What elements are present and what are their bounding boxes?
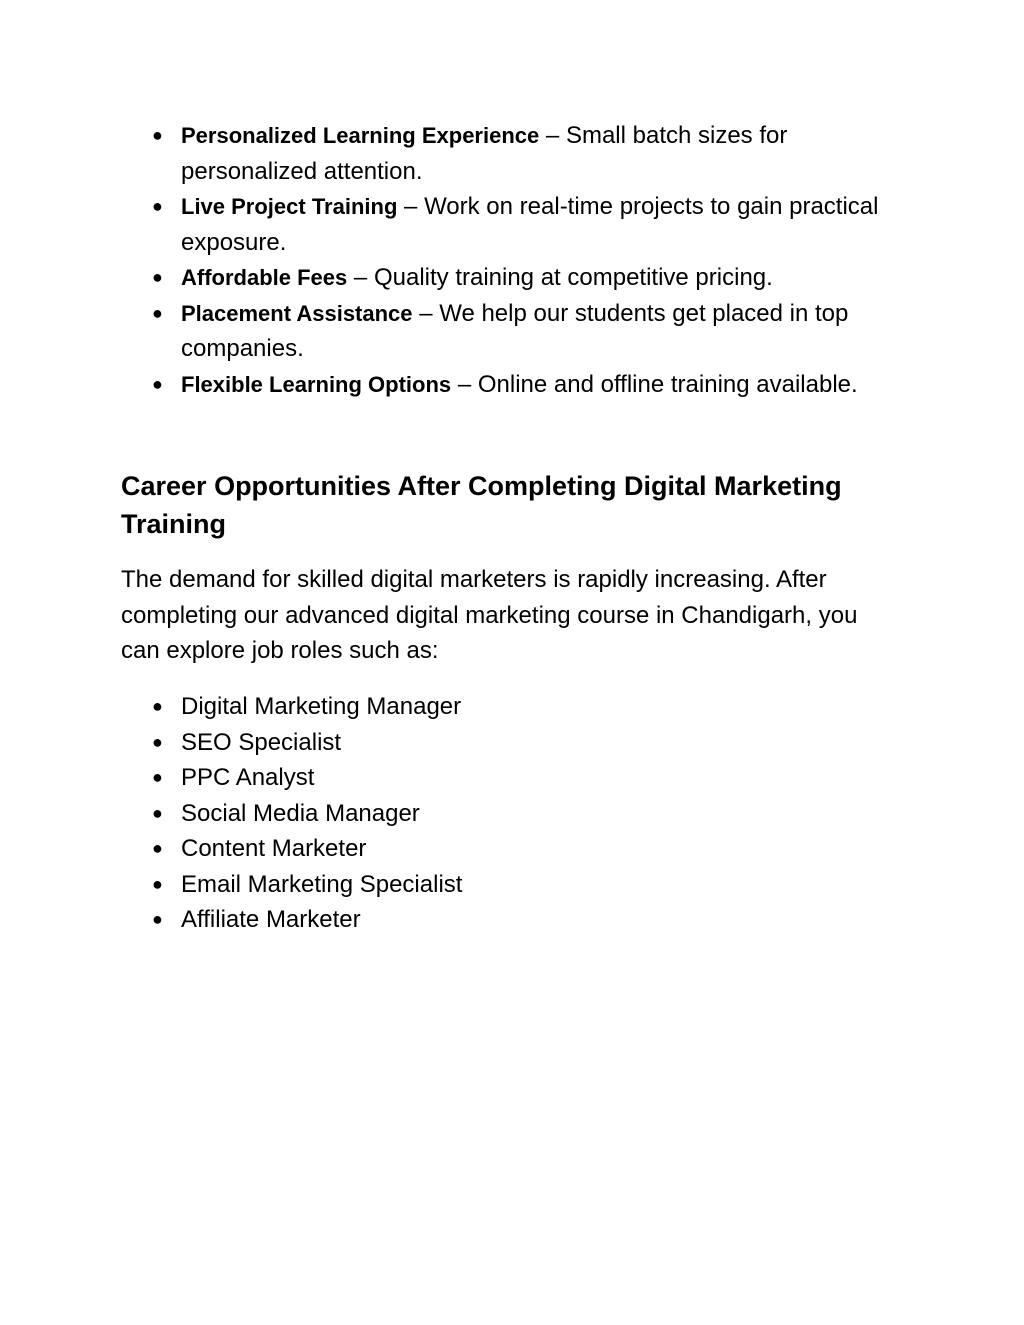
list-item xyxy=(0,725,891,761)
section-heading: Career Opportunities After Completing Digital Marketing Training xyxy=(121,471,842,539)
bullet-icon: ● xyxy=(152,267,163,287)
bullet-icon: ● xyxy=(152,838,163,858)
feature-separator: – xyxy=(451,370,478,398)
list-item xyxy=(0,260,891,296)
bullet-icon: ● xyxy=(152,873,163,894)
feature-separator: – xyxy=(397,193,425,220)
list-item xyxy=(0,796,891,832)
feature-description: Small batch sizes for personalized attention. xyxy=(181,122,788,185)
intro-paragraph: The demand for skilled digital marketers is rapidly increasing. After completing our advanced digital marketing course in Chandigarh, you can explore job roles such as: xyxy=(121,566,858,664)
list-item xyxy=(0,867,891,903)
list-item xyxy=(0,760,891,796)
role-label: PPC Analyst xyxy=(181,764,315,791)
bullet-icon: ● xyxy=(152,802,163,823)
feature-description: We help our students get placed in top companies. xyxy=(181,299,849,362)
role-label: Content Marketer xyxy=(181,835,367,862)
job-roles-list xyxy=(0,689,891,938)
feature-separator: – xyxy=(539,122,566,149)
feature-title: Live Project Training xyxy=(181,194,398,219)
feature-separator: – xyxy=(412,299,440,327)
bullet-icon: ● xyxy=(152,696,163,716)
feature-description: Online and offline training available. xyxy=(477,370,858,398)
feature-description: Quality training at competitive pricing. xyxy=(373,264,773,291)
list-item xyxy=(0,902,891,938)
feature-separator: – xyxy=(347,264,374,291)
role-label: Digital Marketing Manager xyxy=(181,693,462,720)
list-item xyxy=(0,118,891,189)
list-item xyxy=(0,296,891,367)
bullet-icon: ● xyxy=(152,373,163,394)
list-item xyxy=(0,689,891,725)
role-label: Social Media Manager xyxy=(181,799,420,827)
features-list xyxy=(0,118,891,402)
feature-title: Personalized Learning Experience xyxy=(181,123,540,148)
role-label: Affiliate Marketer xyxy=(181,906,361,933)
bullet-icon: ● xyxy=(152,125,163,145)
bullet-icon: ● xyxy=(152,767,163,787)
bullet-icon: ● xyxy=(152,302,163,323)
bullet-icon: ● xyxy=(152,909,163,929)
list-item xyxy=(0,831,891,867)
feature-title: Flexible Learning Options xyxy=(181,371,452,397)
feature-title: Affordable Fees xyxy=(181,265,348,290)
bullet-icon: ● xyxy=(152,196,163,216)
bullet-icon: ● xyxy=(152,731,163,752)
role-label: Email Marketing Specialist xyxy=(181,870,463,898)
role-label: SEO Specialist xyxy=(181,728,342,756)
feature-description: Work on real-time projects to gain practical exposure. xyxy=(181,193,879,256)
list-item xyxy=(0,367,891,403)
feature-title: Placement Assistance xyxy=(181,300,413,326)
list-item xyxy=(0,189,891,260)
